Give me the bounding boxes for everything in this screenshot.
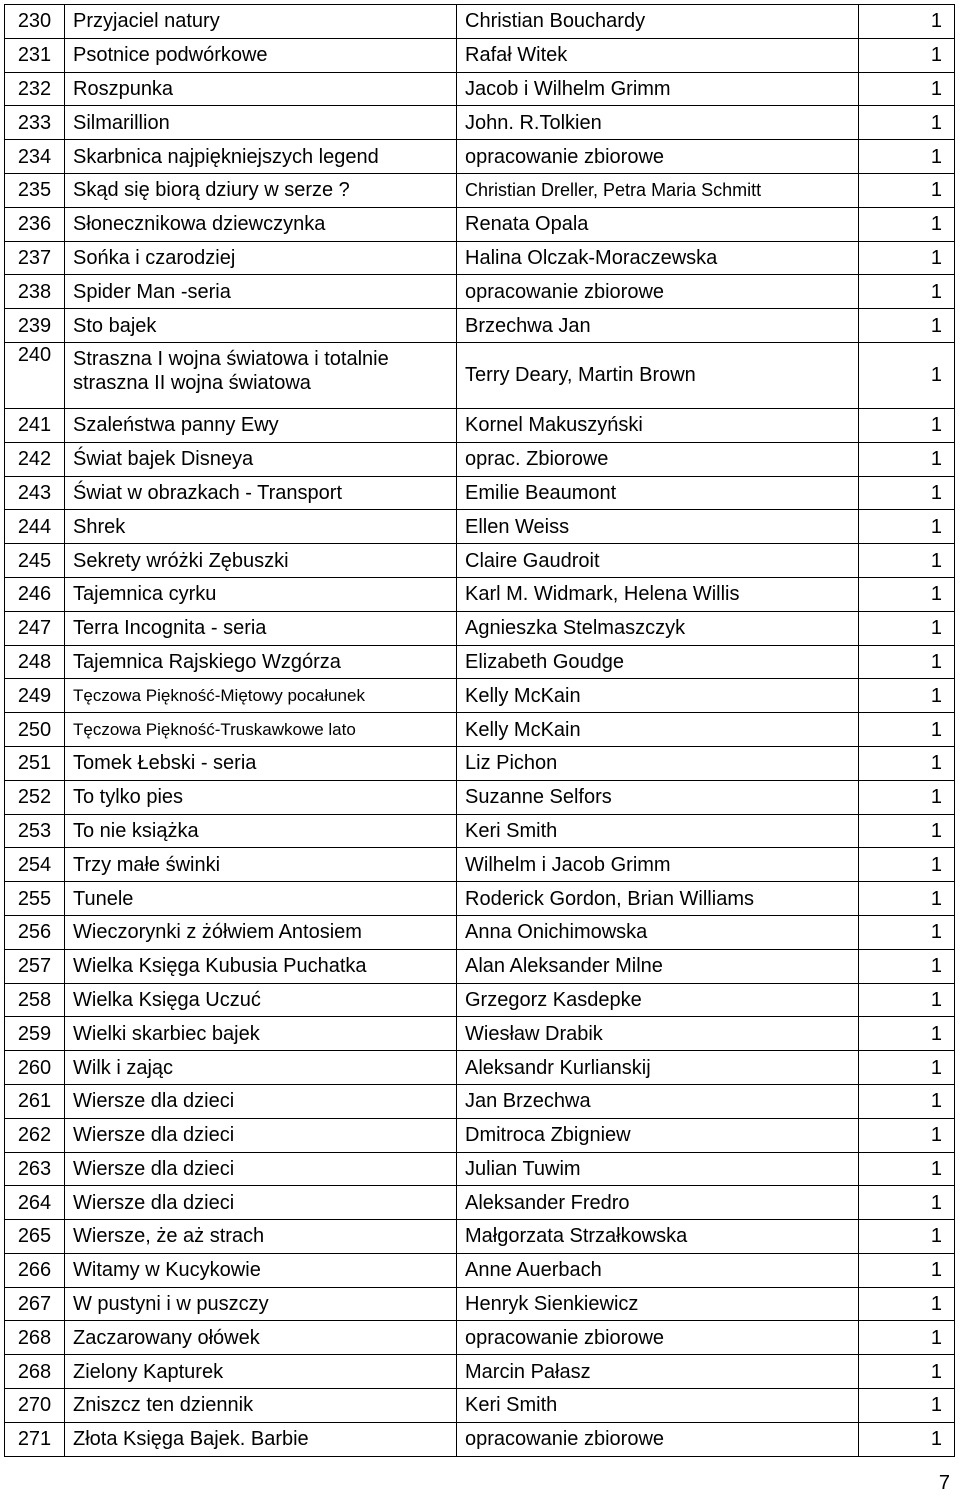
- book-author: Keri Smith: [457, 814, 859, 848]
- table-row: [5, 5, 955, 39]
- row-number: 265: [5, 1220, 65, 1254]
- book-title: Tomek Łebski - seria: [65, 746, 457, 780]
- book-title: Złota Księga Bajek. Barbie: [65, 1422, 457, 1456]
- book-quantity: 1: [859, 342, 955, 408]
- row-number: 240: [5, 342, 65, 408]
- book-quantity: 1: [859, 679, 955, 713]
- book-author: Christian Dreller, Petra Maria Schmitt: [457, 173, 859, 207]
- book-author: Małgorzata Strzałkowska: [457, 1220, 859, 1254]
- book-title: Szaleństwa panny Ewy: [65, 408, 457, 442]
- row-number: 248: [5, 645, 65, 679]
- book-quantity: 1: [859, 746, 955, 780]
- row-number: 253: [5, 814, 65, 848]
- book-author: Marcin Pałasz: [457, 1355, 859, 1389]
- row-number: 245: [5, 544, 65, 578]
- book-author: Grzegorz Kasdepke: [457, 983, 859, 1017]
- book-quantity: 1: [859, 1186, 955, 1220]
- table-row: [5, 1355, 955, 1389]
- book-quantity: 1: [859, 1051, 955, 1085]
- book-author: Halina Olczak-Moraczewska: [457, 241, 859, 275]
- book-author: Roderick Gordon, Brian Williams: [457, 882, 859, 916]
- row-number: 231: [5, 38, 65, 72]
- book-author: Ellen Weiss: [457, 510, 859, 544]
- table-row: [5, 309, 955, 343]
- book-title: Sto bajek: [65, 309, 457, 343]
- table-row: [5, 1084, 955, 1118]
- table-row: [5, 882, 955, 916]
- row-number: 256: [5, 915, 65, 949]
- table-row: [5, 577, 955, 611]
- table-row: [5, 1253, 955, 1287]
- table-row: [5, 408, 955, 442]
- table-row: [5, 915, 955, 949]
- table-row: [5, 1118, 955, 1152]
- book-quantity: 1: [859, 1220, 955, 1254]
- book-author: Karl M. Widmark, Helena Willis: [457, 577, 859, 611]
- book-author: Emilie Beaumont: [457, 476, 859, 510]
- table-row: [5, 1017, 955, 1051]
- table-row: [5, 814, 955, 848]
- table-row: [5, 38, 955, 72]
- book-quantity: 1: [859, 173, 955, 207]
- book-quantity: 1: [859, 1422, 955, 1456]
- book-title: Witamy w Kucykowie: [65, 1253, 457, 1287]
- book-title: Przyjaciel natury: [65, 5, 457, 39]
- row-number: 238: [5, 275, 65, 309]
- book-title: Straszna I wojna światowa i totalnie straszna II wojna światowa: [65, 342, 457, 408]
- book-title: Wilk i zając: [65, 1051, 457, 1085]
- book-author: Christian Bouchardy: [457, 5, 859, 39]
- row-number: 257: [5, 949, 65, 983]
- book-title: Tajemnica cyrku: [65, 577, 457, 611]
- book-title: Skąd się biorą dziury w serze ?: [65, 173, 457, 207]
- book-quantity: 1: [859, 72, 955, 106]
- book-author: opracowanie zbiorowe: [457, 1422, 859, 1456]
- table-row: [5, 342, 955, 408]
- row-number: 230: [5, 5, 65, 39]
- book-quantity: 1: [859, 1152, 955, 1186]
- book-author: Agnieszka Stelmaszczyk: [457, 611, 859, 645]
- book-author: opracowanie zbiorowe: [457, 140, 859, 174]
- book-quantity: 1: [859, 106, 955, 140]
- book-title: Zniszcz ten dziennik: [65, 1389, 457, 1423]
- table-row: [5, 780, 955, 814]
- book-quantity: 1: [859, 577, 955, 611]
- row-number: 271: [5, 1422, 65, 1456]
- book-title: Shrek: [65, 510, 457, 544]
- book-title: Wielki skarbiec bajek: [65, 1017, 457, 1051]
- book-author: Anna Onichimowska: [457, 915, 859, 949]
- table-row: [5, 949, 955, 983]
- book-title: Silmarillion: [65, 106, 457, 140]
- row-number: 266: [5, 1253, 65, 1287]
- book-title: Tunele: [65, 882, 457, 916]
- book-title: Świat w obrazkach - Transport: [65, 476, 457, 510]
- row-number: 236: [5, 207, 65, 241]
- table-row: [5, 173, 955, 207]
- table-row: [5, 713, 955, 747]
- row-number: 252: [5, 780, 65, 814]
- book-quantity: 1: [859, 915, 955, 949]
- book-author: Suzanne Selfors: [457, 780, 859, 814]
- row-number: 264: [5, 1186, 65, 1220]
- book-title: Wiersze dla dzieci: [65, 1152, 457, 1186]
- book-author: Elizabeth Goudge: [457, 645, 859, 679]
- book-author: Kelly McKain: [457, 713, 859, 747]
- book-title: Tęczowa Piękność-Truskawkowe lato: [65, 713, 457, 747]
- book-author: Aleksandr Kurlianskij: [457, 1051, 859, 1085]
- book-title: Wiersze dla dzieci: [65, 1186, 457, 1220]
- book-title: Skarbnica najpiękniejszych legend: [65, 140, 457, 174]
- book-author: opracowanie zbiorowe: [457, 1321, 859, 1355]
- table-row: [5, 1389, 955, 1423]
- book-author: Henryk Sienkiewicz: [457, 1287, 859, 1321]
- book-quantity: 1: [859, 309, 955, 343]
- table-row: [5, 140, 955, 174]
- book-author: Kornel Makuszyński: [457, 408, 859, 442]
- row-number: 268: [5, 1321, 65, 1355]
- table-row: [5, 1186, 955, 1220]
- book-quantity: 1: [859, 275, 955, 309]
- book-quantity: 1: [859, 713, 955, 747]
- row-number: 259: [5, 1017, 65, 1051]
- row-number: 247: [5, 611, 65, 645]
- book-title: Spider Man -seria: [65, 275, 457, 309]
- book-author: Aleksander Fredro: [457, 1186, 859, 1220]
- book-author: Renata Opala: [457, 207, 859, 241]
- book-quantity: 1: [859, 544, 955, 578]
- book-author: Wiesław Drabik: [457, 1017, 859, 1051]
- book-title: W pustyni i w puszczy: [65, 1287, 457, 1321]
- page-number: 7: [938, 1472, 950, 1494]
- book-title: Roszpunka: [65, 72, 457, 106]
- table-row: [5, 106, 955, 140]
- book-title: Tęczowa Piękność-Miętowy pocałunek: [65, 679, 457, 713]
- table-row: [5, 645, 955, 679]
- book-title: Świat bajek Disneya: [65, 442, 457, 476]
- book-quantity: 1: [859, 814, 955, 848]
- row-number: 254: [5, 848, 65, 882]
- book-quantity: 1: [859, 949, 955, 983]
- table-row: [5, 1422, 955, 1456]
- table-row: [5, 983, 955, 1017]
- row-number: 237: [5, 241, 65, 275]
- book-title: To tylko pies: [65, 780, 457, 814]
- row-number: 235: [5, 173, 65, 207]
- row-number: 234: [5, 140, 65, 174]
- book-quantity: 1: [859, 442, 955, 476]
- book-author: Julian Tuwim: [457, 1152, 859, 1186]
- table-row: [5, 442, 955, 476]
- row-number: 260: [5, 1051, 65, 1085]
- book-author: Jacob i Wilhelm Grimm: [457, 72, 859, 106]
- row-number: 251: [5, 746, 65, 780]
- book-title: Tajemnica Rajskiego Wzgórza: [65, 645, 457, 679]
- book-quantity: 1: [859, 510, 955, 544]
- book-author: Alan Aleksander Milne: [457, 949, 859, 983]
- book-title: Wielka Księga Kubusia Puchatka: [65, 949, 457, 983]
- book-quantity: 1: [859, 207, 955, 241]
- book-quantity: 1: [859, 645, 955, 679]
- book-author: Jan Brzechwa: [457, 1084, 859, 1118]
- book-author: opracowanie zbiorowe: [457, 275, 859, 309]
- book-author: Claire Gaudroit: [457, 544, 859, 578]
- book-list-table: [4, 4, 955, 1457]
- book-quantity: 1: [859, 1355, 955, 1389]
- table-row: [5, 1287, 955, 1321]
- row-number: 258: [5, 983, 65, 1017]
- book-title: Wielka Księga Uczuć: [65, 983, 457, 1017]
- book-title: Sońka i czarodziej: [65, 241, 457, 275]
- book-quantity: 1: [859, 1253, 955, 1287]
- book-author: John. R.Tolkien: [457, 106, 859, 140]
- row-number: 242: [5, 442, 65, 476]
- book-quantity: 1: [859, 780, 955, 814]
- table-row: [5, 1220, 955, 1254]
- row-number: 233: [5, 106, 65, 140]
- book-title: To nie książka: [65, 814, 457, 848]
- row-number: 270: [5, 1389, 65, 1423]
- row-number: 250: [5, 713, 65, 747]
- book-quantity: 1: [859, 1118, 955, 1152]
- row-number: 262: [5, 1118, 65, 1152]
- book-quantity: 1: [859, 140, 955, 174]
- book-quantity: 1: [859, 1017, 955, 1051]
- book-title: Wiersze, że aż strach: [65, 1220, 457, 1254]
- book-quantity: 1: [859, 38, 955, 72]
- book-author: Keri Smith: [457, 1389, 859, 1423]
- row-number: 239: [5, 309, 65, 343]
- book-author: Anne Auerbach: [457, 1253, 859, 1287]
- row-number: 232: [5, 72, 65, 106]
- row-number: 246: [5, 577, 65, 611]
- book-quantity: 1: [859, 611, 955, 645]
- row-number: 261: [5, 1084, 65, 1118]
- table-row: [5, 476, 955, 510]
- table-row: [5, 746, 955, 780]
- row-number: 268: [5, 1355, 65, 1389]
- row-number: 243: [5, 476, 65, 510]
- book-title: Zaczarowany ołówek: [65, 1321, 457, 1355]
- book-quantity: 1: [859, 476, 955, 510]
- table-row: [5, 1152, 955, 1186]
- book-title: Wiersze dla dzieci: [65, 1118, 457, 1152]
- book-title: Zielony Kapturek: [65, 1355, 457, 1389]
- book-quantity: 1: [859, 1287, 955, 1321]
- book-title: Wieczorynki z żółwiem Antosiem: [65, 915, 457, 949]
- book-quantity: 1: [859, 882, 955, 916]
- book-quantity: 1: [859, 408, 955, 442]
- book-quantity: 1: [859, 1084, 955, 1118]
- book-author: oprac. Zbiorowe: [457, 442, 859, 476]
- book-title: Trzy małe świnki: [65, 848, 457, 882]
- book-author: Terry Deary, Martin Brown: [457, 342, 859, 408]
- book-quantity: 1: [859, 1389, 955, 1423]
- table-row: [5, 207, 955, 241]
- row-number: 267: [5, 1287, 65, 1321]
- table-row: [5, 611, 955, 645]
- table-row: [5, 1051, 955, 1085]
- table-row: [5, 679, 955, 713]
- table-row: [5, 241, 955, 275]
- table-row: [5, 510, 955, 544]
- book-author: Kelly McKain: [457, 679, 859, 713]
- book-author: Dmitroca Zbigniew: [457, 1118, 859, 1152]
- book-title: Sekrety wróżki Zębuszki: [65, 544, 457, 578]
- row-number: 244: [5, 510, 65, 544]
- book-quantity: 1: [859, 1321, 955, 1355]
- book-title: Terra Incognita - seria: [65, 611, 457, 645]
- table-row: [5, 1321, 955, 1355]
- book-author: Brzechwa Jan: [457, 309, 859, 343]
- table-row: [5, 72, 955, 106]
- row-number: 263: [5, 1152, 65, 1186]
- row-number: 241: [5, 408, 65, 442]
- book-title: Psotnice podwórkowe: [65, 38, 457, 72]
- table-row: [5, 544, 955, 578]
- table-row: [5, 848, 955, 882]
- book-author: Liz Pichon: [457, 746, 859, 780]
- row-number: 249: [5, 679, 65, 713]
- book-list-body: [5, 5, 955, 1457]
- book-title: Słonecznikowa dziewczynka: [65, 207, 457, 241]
- book-quantity: 1: [859, 848, 955, 882]
- book-quantity: 1: [859, 5, 955, 39]
- book-author: Rafał Witek: [457, 38, 859, 72]
- row-number: 255: [5, 882, 65, 916]
- book-quantity: 1: [859, 983, 955, 1017]
- book-title: Wiersze dla dzieci: [65, 1084, 457, 1118]
- book-quantity: 1: [859, 241, 955, 275]
- book-author: Wilhelm i Jacob Grimm: [457, 848, 859, 882]
- table-row: [5, 275, 955, 309]
